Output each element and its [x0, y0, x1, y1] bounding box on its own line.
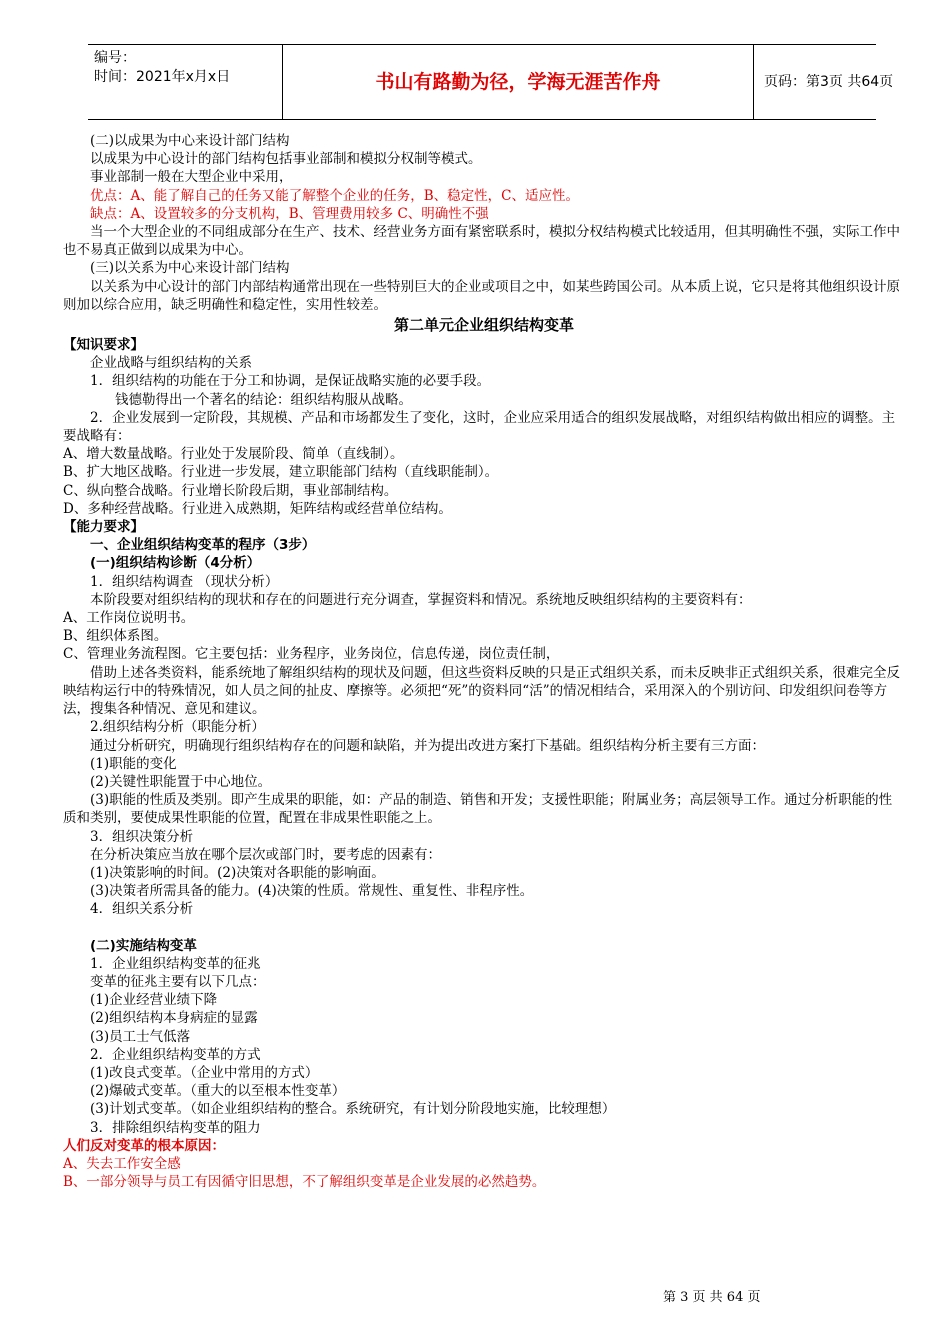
list-item: (1)职能的变化 — [90, 755, 177, 772]
paragraph: 变革的征兆主要有以下几点： — [90, 973, 266, 990]
subsection-heading: (一)组织结构诊断（4分析） — [90, 555, 261, 572]
paragraph: 3．组织决策分析 — [90, 828, 194, 845]
header-motto: 书山有路勤为径，学海无涯苦作舟 — [283, 45, 754, 119]
list-item: (1)决策影响的时间。(2)决策对各职能的影响面。 — [90, 864, 385, 881]
document-body — [63, 132, 905, 1191]
paragraph: 2．企业发展到一定阶段，其规模、产品和市场都发生了变化，这时，企业应采用适合的组织发展战略，对组织结构做出相应的调整。主要战略有： — [63, 409, 896, 445]
number-label: 编号： — [94, 50, 136, 66]
list-item: B、组织体系图。 — [63, 628, 168, 645]
advantages-line: 优点：A、能了解自己的任务又能了解整个企业的任务，B、稳定性，C、适应性。 — [90, 187, 579, 204]
paragraph: 当一个大型企业的不同组成部分在生产、技术、经营业务方面有紧密联系时，模拟分权结构模式比较适用，但其明确性不强，实际工作中也不易真正做到以成果为中心。 — [63, 224, 900, 259]
list-item: A、工作岗位说明书。 — [63, 610, 195, 627]
paragraph: 2．企业组织结构变革的方式 — [90, 1046, 261, 1063]
paragraph: 1．企业组织结构变革的征兆 — [90, 955, 261, 972]
paragraph: 通过分析研究，明确现行组织结构存在的问题和缺陷，并为提出改进方案打下基础。组织结构分析主要有三方面： — [90, 737, 765, 754]
list-item: (2)关键性职能置于中心地位。 — [90, 773, 272, 790]
header-meta — [88, 45, 283, 119]
subsection-heading: (二)实施结构变革 — [90, 937, 197, 954]
list-item: (2)组织结构本身病症的显露 — [90, 1010, 258, 1027]
paragraph: 企业战略与组织结构的关系 — [90, 355, 252, 372]
list-item: B、扩大地区战略。行业进一步发展，建立职能部门结构（直线职能制）。 — [63, 464, 499, 481]
list-item: B、一部分领导与员工有因循守旧思想，不了解组织变革是企业发展的必然趋势。 — [63, 1174, 546, 1191]
resistance-reasons-heading: 人们反对变革的根本原因： — [63, 1137, 225, 1154]
paragraph: 3．排除组织结构变革的阻力 — [90, 1119, 261, 1136]
list-item: D、多种经营战略。行业进入成熟期，矩阵结构或经营单位结构。 — [63, 500, 452, 517]
list-item: C、管理业务流程图。它主要包括：业务程序，业务岗位，信息传递，岗位责任制， — [63, 646, 560, 663]
paragraph: 事业部制一般在大型企业中采用， — [90, 169, 293, 186]
list-item: (3)职能的性质及类别。即产生成果的职能，如：产品的制造、销售和开发；支援性职能；附属业务；高层领导工作。通过分析职能的性质和类别，要使成果性职能的位置，配置在非成果性职能之上。 — [63, 792, 893, 827]
list-item: (1)企业经营业绩下降 — [90, 992, 218, 1009]
paragraph: 4．组织关系分析 — [90, 901, 194, 918]
list-item: C、纵向整合战略。行业增长阶段后期，事业部制结构。 — [63, 482, 398, 499]
paragraph: 1．组织结构的功能在于分工和协调，是保证战略实施的必要手段。 — [90, 373, 491, 390]
paragraph: 在分析决策应当放在哪个层次或部门时，要考虑的因素有： — [90, 846, 441, 863]
paragraph: 借助上述各类资料，能系统地了解组织结构的现状及问题，但这些资料反映的只是正式组织关系，而未反映非正式组织关系，很难完全反映结构运行中的特殊情况，如人员之间的扯皮、摩擦等。必须把“死”的资料同“活”的情况相结合，采用深入的个别访问、印发组织问卷等方法，搜集各种情况、意见和建议。 — [63, 664, 900, 718]
paragraph: 钱德勒得出一个著名的结论：组织结构服从战略。 — [115, 391, 412, 408]
paragraph: 本阶段要对组织结构的现状和存在的问题进行充分调查，掌握资料和情况。系统地反映组织结构的主要资料有： — [90, 591, 752, 608]
section-heading: 一、企业组织结构变革的程序（3步） — [90, 537, 316, 554]
page-footer: 第 3 页 共 64 页 — [663, 1290, 761, 1305]
section-heading: (三)以关系为中心来设计部门结构 — [90, 260, 290, 277]
knowledge-requirements-heading: 【知识要求】 — [63, 337, 144, 354]
paragraph: 以成果为中心设计的部门结构包括事业部制和模拟分权制等模式。 — [90, 151, 482, 168]
unit-title: 第二单元企业组织结构变革 — [393, 316, 574, 335]
paragraph: 1．组织结构调查 （现状分析） — [90, 573, 279, 590]
page-header — [88, 44, 894, 120]
disadvantages-line: 缺点：A、设置较多的分支机构，B、管理费用较多 C、明确性不强 — [90, 205, 489, 222]
list-item: (1)改良式变革。（企业中常用的方式） — [90, 1064, 319, 1081]
paragraph: 以关系为中心设计的部门内部结构通常出现在一些特别巨大的企业或项目之中，如某些跨国公司。从本质上说，它只是将其他组织设计原则加以综合应用，缺乏明确性和稳定性，实用性较差。 — [63, 278, 900, 313]
paragraph: 2.组织结构分析（职能分析） — [90, 719, 265, 736]
spacer — [63, 919, 905, 937]
ability-requirements-heading: 【能力要求】 — [63, 519, 144, 536]
list-item: (2)爆破式变革。（重大的以至根本性变革） — [90, 1083, 346, 1100]
list-item: (3)决策者所需具备的能力。(4)决策的性质。常规性、重复性、非程序性。 — [90, 883, 534, 900]
section-heading: (二)以成果为中心来设计部门结构 — [90, 133, 290, 149]
list-item: A、增大数量战略。行业处于发展阶段、简单（直线制）。 — [63, 446, 404, 463]
list-item: (3)计划式变革。（如企业组织结构的整合。系统研究，有计划分阶段地实施，比较理想） — [90, 1101, 616, 1118]
list-item: A、失去工作安全感 — [63, 1155, 181, 1172]
time-label: 时间：2021年x月x日 — [94, 69, 231, 85]
header-page-label: 页码：第3页 共64页 — [764, 74, 894, 90]
list-item: (3)员工士气低落 — [90, 1028, 191, 1045]
